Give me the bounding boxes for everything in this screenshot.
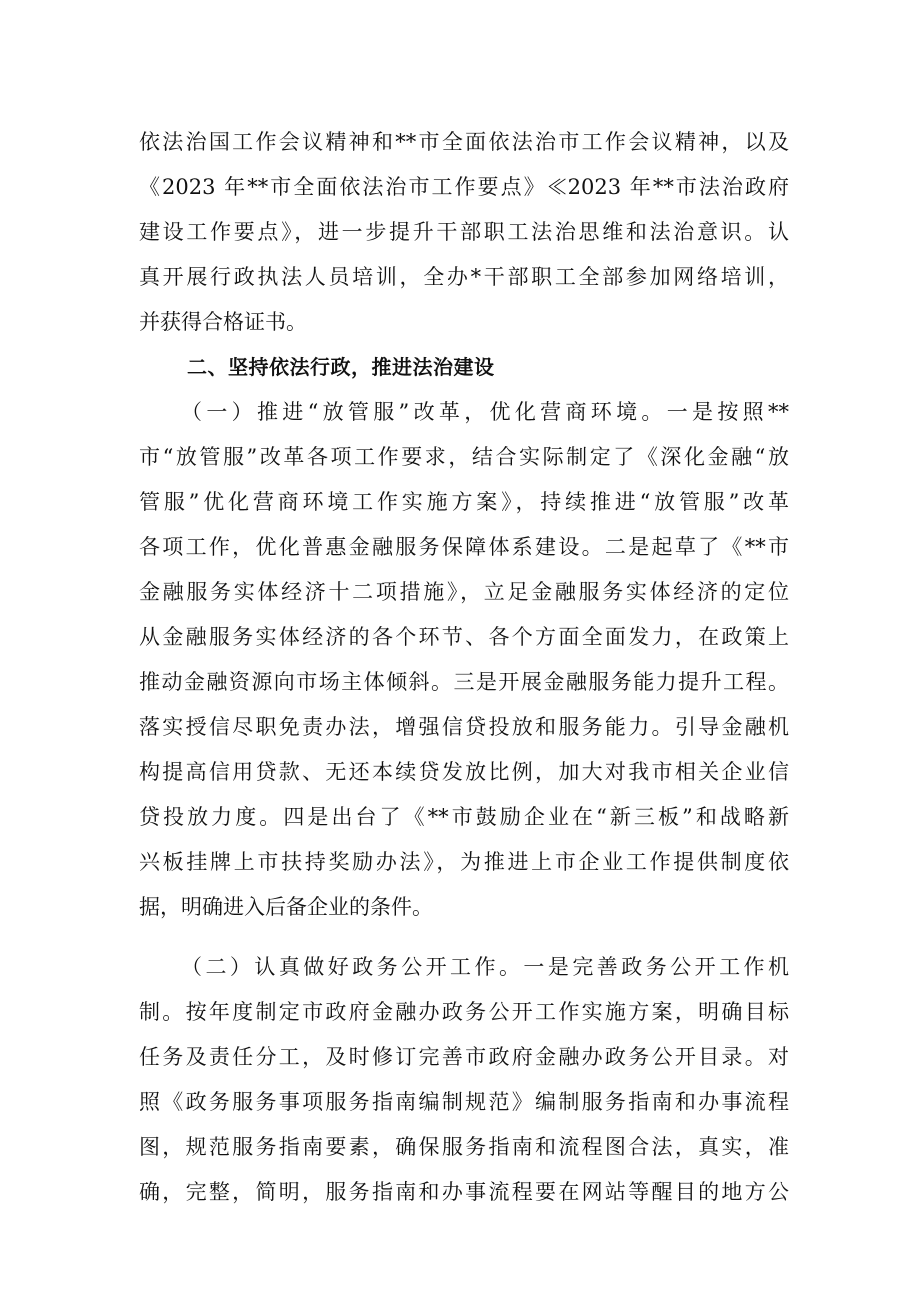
text-line: 图，规范服务指南要素，确保服务指南和流程图合法，真实，准	[139, 1135, 789, 1159]
text-line: 依法治国工作会议精神和**市全面依法治市工作会议精神，以及	[139, 130, 789, 154]
text-line: 贷投放力度。四是出台了《**市鼓励企业在“新三板”和战略新	[139, 805, 789, 829]
text-line: 市“放管服”改革各项工作要求，结合实际制定了《深化金融“放	[139, 445, 789, 469]
text-line: 兴板挂牌上市扶持奖励办法》，为推进上市企业工作提供制度依	[139, 850, 789, 874]
paragraph-gap	[139, 930, 789, 945]
text-line: 照《政务服务事项服务指南编制规范》编制服务指南和办事流程	[139, 1090, 789, 1114]
document-body	[139, 120, 789, 1215]
text-line: 构提高信用贷款、无还本续贷发放比例，加大对我市相关企业信	[139, 760, 789, 784]
text-line: 金融服务实体经济十二项措施》，立足金融服务实体经济的定位	[139, 580, 789, 604]
text-line: 管服”优化营商环境工作实施方案》，持续推进“放管服”改革	[139, 490, 789, 514]
text-line: （二）认真做好政务公开工作。一是完善政务公开工作机	[181, 955, 789, 979]
text-line: 落实授信尽职免责办法，增强信贷投放和服务能力。引导金融机	[139, 715, 789, 739]
text-line: 真开展行政执法人员培训，全办*干部职工全部参加网络培训，	[139, 265, 789, 289]
text-line: 从金融服务实体经济的各个环节、各个方面全面发力，在政策上	[139, 625, 789, 649]
paragraph-transparency	[139, 945, 789, 1215]
text-line: 制。按年度制定市政府金融办政务公开工作实施方案，明确目标	[139, 1000, 789, 1024]
text-line: 确，完整，简明，服务指南和办事流程要在网站等醒目的地方公	[139, 1180, 789, 1204]
text-line: （一）推进“放管服”改革，优化营商环境。一是按照**	[181, 400, 789, 424]
text-line: 并获得合格证书。	[139, 310, 307, 334]
section-heading: 二、坚持依法行政，推进法治建设	[187, 355, 495, 379]
text-line: 建设工作要点》，进一步提升干部职工法治思维和法治意识。认	[139, 220, 789, 244]
text-line: 推动金融资源向市场主体倾斜。三是开展金融服务能力提升工程。	[139, 670, 789, 694]
paragraph-legal-study	[139, 120, 789, 345]
text-line: 各项工作，优化普惠金融服务保障体系建设。二是起草了《**市	[139, 535, 789, 559]
text-line: 《2023 年**市全面依法治市工作要点》≪2023 年**市法治政府	[139, 175, 789, 199]
text-line: 任务及责任分工，及时修订完善市政府金融办政务公开目录。对	[139, 1045, 789, 1069]
text-line: 据，明确进入后备企业的条件。	[139, 895, 433, 919]
paragraph-reform	[139, 390, 789, 930]
